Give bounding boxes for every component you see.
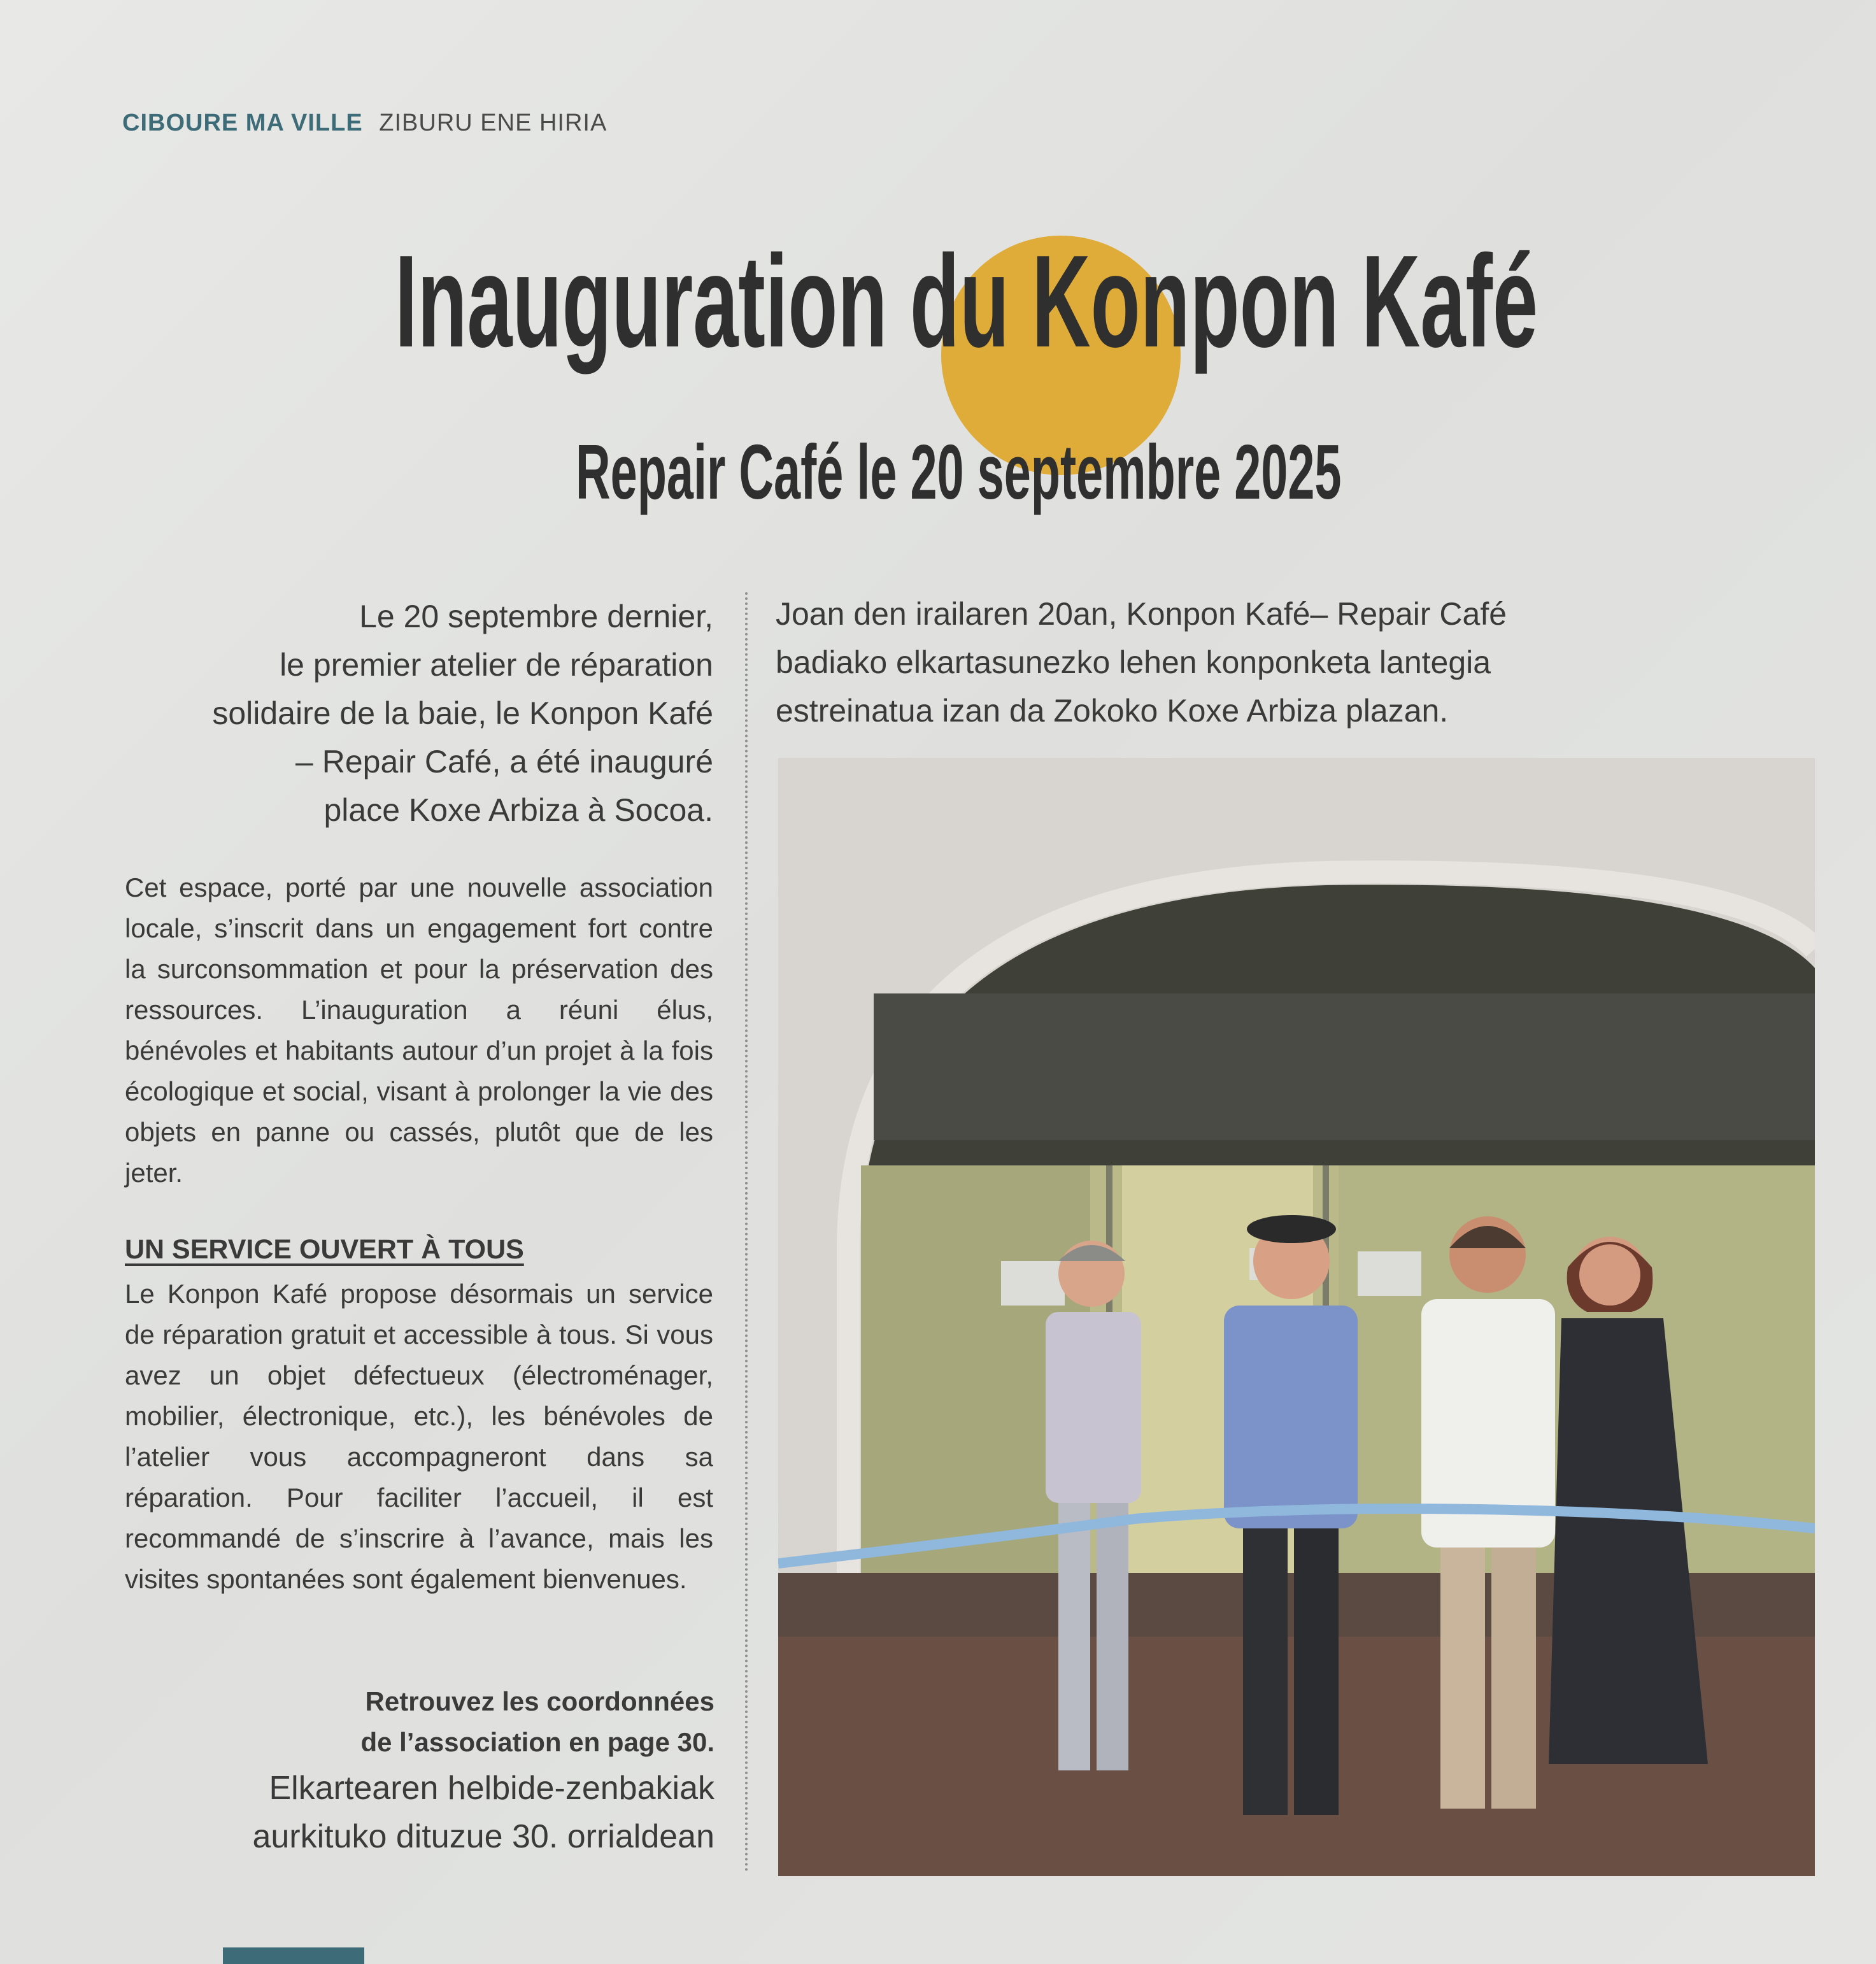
header-subtitle: ZIBURU ENE HIRIA bbox=[379, 110, 608, 136]
intro-line: Le 20 septembre dernier, bbox=[359, 599, 713, 634]
intro-line: estreinatua izan da Zokoko Koxe Arbiza plazan. bbox=[776, 693, 1449, 729]
section-title: UN SERVICE OUVERT À TOUS bbox=[125, 1234, 524, 1265]
column-divider bbox=[745, 592, 748, 1872]
poster bbox=[1358, 1251, 1421, 1296]
intro-line: – Repair Café, a été inauguré bbox=[295, 744, 713, 779]
article-title: Inauguration du Konpon Kafé bbox=[395, 228, 1538, 374]
ceiling-band bbox=[874, 993, 1815, 1140]
reference-french bbox=[125, 1681, 714, 1763]
reference-line: Elkartearen helbide-zenbakiak bbox=[269, 1770, 714, 1807]
ribbon-cutting-illustration bbox=[778, 758, 1815, 1876]
reference-line: de l’association en page 30. bbox=[360, 1727, 714, 1757]
section-header bbox=[122, 110, 607, 137]
intro-line: le premier atelier de réparation bbox=[280, 647, 713, 683]
footer-tab bbox=[223, 1947, 364, 1964]
header-brand: CIBOURE MA VILLE bbox=[122, 110, 363, 136]
intro-line: badiako elkartasunezko lehen konponketa lantegia bbox=[776, 644, 1491, 680]
article-subtitle: Repair Café le 20 septembre 2025 bbox=[576, 429, 1342, 515]
intro-basque bbox=[776, 590, 1667, 735]
intro-line: solidaire de la baie, le Konpon Kafé bbox=[212, 695, 713, 731]
intro-french bbox=[125, 592, 713, 834]
reference-basque bbox=[125, 1764, 714, 1861]
body-paragraph-2: Le Konpon Kafé propose désormais un service de réparation gratuit et accessible à tous. Si vous avez un objet défectueux (électroménager, mobilier, électronique, etc.), les bénévoles de l’atelier vous accompagneront dans sa réparation. Pour faciliter l’accueil, il est recommandé de s’inscrire à l’avance, mais les visites spontanées sont également bienvenues. bbox=[125, 1279, 713, 1594]
reference-line: aurkituko dituzue 30. orrialdean bbox=[252, 1818, 714, 1855]
inauguration-photo bbox=[778, 758, 1815, 1876]
poster bbox=[1001, 1261, 1065, 1306]
intro-line: Joan den irailaren 20an, Konpon Kafé– Repair Café bbox=[776, 596, 1507, 632]
reference-line: Retrouvez les coordonnées bbox=[365, 1686, 714, 1716]
body-paragraph-1: Cet espace, porté par une nouvelle association locale, s’inscrit dans un engagement fort contre la surconsommation et pour la préservation des ressources. L’inauguration a réuni élus, bénévoles et habitants autour d’un projet à la fois écologique et social, visant à prolonger la vie des objets en panne ou cassés, plutôt que de les jeter. bbox=[125, 872, 713, 1188]
intro-line: place Koxe Arbiza à Socoa. bbox=[323, 792, 713, 828]
